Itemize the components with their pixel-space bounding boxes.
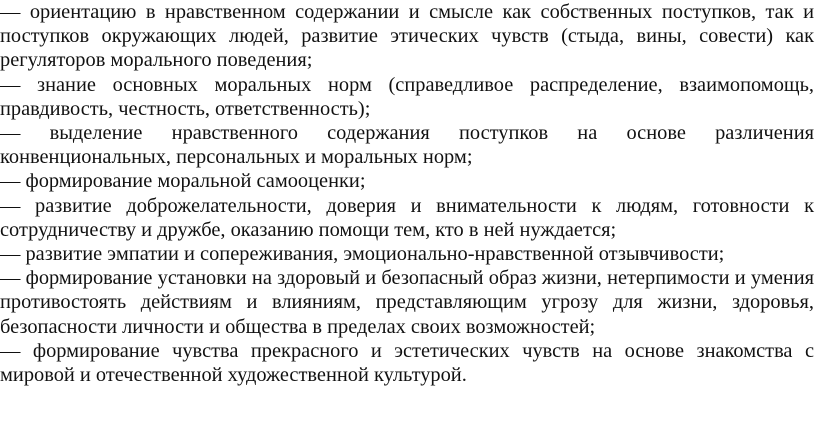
list-item: — ориентацию в нравственном содержании и смысле как собственных поступков, так и поступков окружающих людей, развитие этических чувств (стыда, вины, совести) как регуляторов морального поведения; [0,1,814,72]
list-item: — развитие эмпатии и сопереживания, эмоционально-нравственной отзывчивости; [0,243,725,266]
list-item: — выделение нравственного содержания поступков на основе различения конвенциональных, персональных и моральных норм; [0,122,814,169]
list-item: — развитие доброжелательности, доверия и внимательности к людям, готовности к сотрудничеству и дружбе, оказанию помощи тем, кто в ней нуждается; [0,194,814,241]
list-item: — формирование установки на здоровый и безопасный образ жизни, нетерпимости и умения противостоять действиям и влияниям, представляющим угрозу для жизни, здоровья, безопасности личности и общества в пределах своих возможностей; [0,267,814,338]
list-item: — формирование моральной самооценки; [0,170,366,193]
list-item: — формирование чувства прекрасного и эстетических чувств на основе знакомства с мировой и отечественной художественной культурой. [0,339,814,387]
list-item: — знание основных моральных норм (справедливое распределение, взаимопомощь, правдивость, честность, ответственность); [0,73,814,120]
